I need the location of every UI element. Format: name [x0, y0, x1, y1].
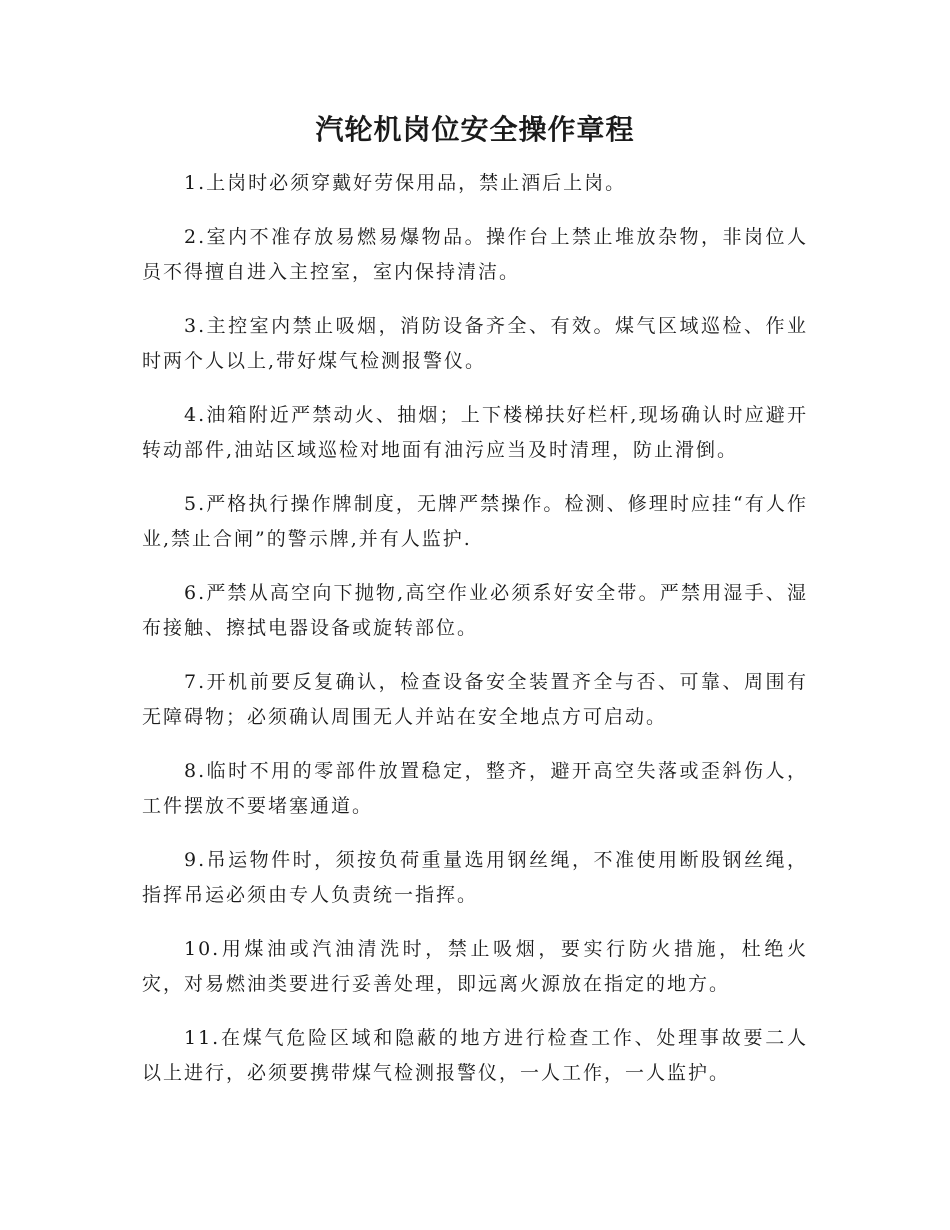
rule-item: 7.开机前要反复确认，检查设备安全装置齐全与否、可靠、周围有无障碍物；必须确认周围无人并站在安全地点方可启动。: [142, 671, 808, 728]
rules-list: [142, 166, 808, 1091]
rule-item: 10.用煤油或汽油清洗时，禁止吸烟，要实行防火措施，杜绝火灾，对易燃油类要进行妥善处理，即远离火源放在指定的地方。: [142, 938, 808, 995]
rule-item: 4.油箱附近严禁动火、抽烟；上下楼梯扶好栏杆,现场确认时应避开转动部件,油站区域巡检对地面有油污应当及时清理，防止滑倒。: [142, 404, 808, 461]
rule-item: 9.吊运物件时，须按负荷重量选用钢丝绳，不准使用断股钢丝绳，指挥吊运必须由专人负责统一指挥。: [142, 849, 808, 906]
rule-item: 3.主控室内禁止吸烟，消防设备齐全、有效。煤气区域巡检、作业时两个人以上,带好煤气检测报警仪。: [142, 315, 808, 372]
rule-item: 11.在煤气危险区域和隐蔽的地方进行检查工作、处理事故要二人以上进行，必须要携带煤气检测报警仪，一人工作，一人监护。: [142, 1027, 808, 1084]
rule-item: 1.上岗时必须穿戴好劳保用品，禁止酒后上岗。: [184, 172, 627, 194]
rule-item: 2.室内不准存放易燃易爆物品。操作台上禁止堆放杂物，非岗位人员不得擅自进入主控室，室内保持清洁。: [142, 226, 808, 283]
rule-item: 6.严禁从高空向下抛物,高空作业必须系好安全带。严禁用湿手、湿布接触、擦拭电器设备或旋转部位。: [142, 582, 808, 639]
rule-item: 5.严格执行操作牌制度，无牌严禁操作。检测、修理时应挂“有人作业,禁止合闸”的警示牌,并有人监护.: [142, 493, 808, 550]
rule-item: 8.临时不用的零部件放置稳定，整齐，避开高空失落或歪斜伤人，工件摆放不要堵塞通道。: [142, 760, 808, 817]
document-title: 汽轮机岗位安全操作章程: [315, 113, 635, 146]
